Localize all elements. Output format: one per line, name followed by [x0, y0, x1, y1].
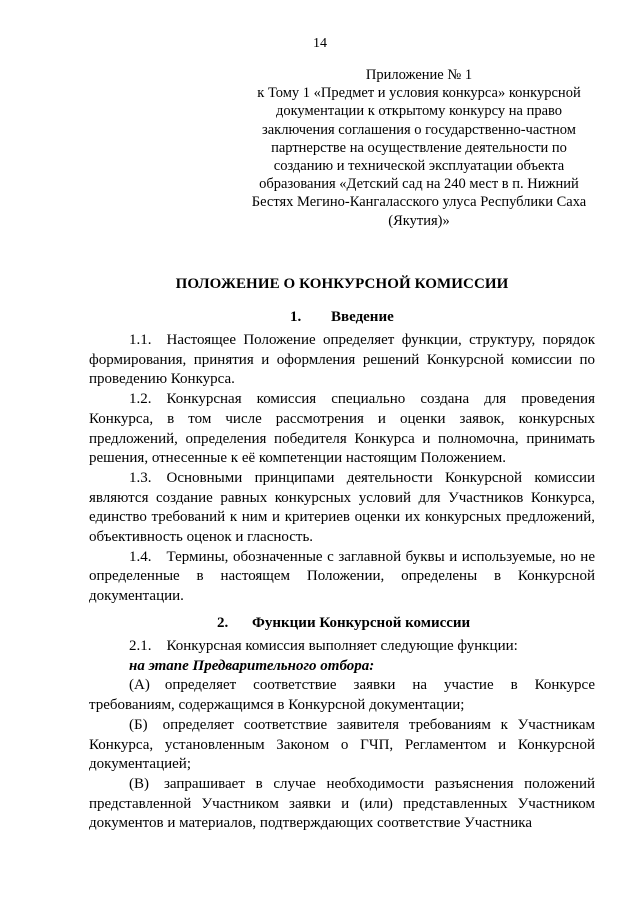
- paragraph: 1.1. Настоящее Положение определяет функции, структуру, порядок формирования, принятия и оформления решений Конкурсной комиссии по проведению Конкурса.: [89, 332, 595, 388]
- appendix-line: образования «Детский сад на 240 мест в п. Нижний: [259, 176, 579, 193]
- section-introduction-body: [89, 331, 595, 607]
- appendix-note: [236, 66, 602, 230]
- list-item: (А) определяет соответствие заявки на участие в Конкурсе требованиям, содержащимся в Конкурсной документации;: [89, 677, 595, 714]
- stage-label: на этапе Предварительного отбора:: [129, 657, 375, 674]
- paragraph: 1.3. Основными принципами деятельности Конкурсной комиссии являются создание равных конкурсных условий для Участников Конкурса, единство требований к ним и критериев оценки их конкурсных предложений, объективность оценок и гласность.: [89, 469, 595, 546]
- appendix-line: к Тому 1 «Предмет и условия конкурса» конкурсной: [257, 85, 581, 102]
- list-item: (Б) определяет соответствие заявителя требованиям к Участникам Конкурса, установленным Законом о ГЧП, Регламентом и Конкурсной документацией;: [89, 716, 595, 773]
- appendix-line: документации к открытому конкурсу на право: [275, 103, 563, 120]
- paragraph: 2.1. Конкурсная комиссия выполняет следующие функции:: [129, 638, 518, 654]
- appendix-line: партнерстве на осуществление деятельности по: [271, 139, 567, 156]
- appendix-line: Бестях Мегино-Кангаласского улуса Республики Саха: [251, 194, 587, 211]
- paragraph: 1.4. Термины, обозначенные с заглавной буквы и используемые, но не определенные в настоящем Положении, определены в Конкурсной документации.: [89, 548, 595, 605]
- page-number: 14: [313, 36, 327, 51]
- section-title: Введение: [331, 309, 394, 325]
- section-number: 2.: [217, 615, 229, 631]
- appendix-line: созданию и технической эксплуатации объекта: [273, 158, 565, 175]
- appendix-line: (Якутия)»: [388, 212, 450, 229]
- section-title: Функции Конкурсной комиссии: [252, 615, 471, 631]
- appendix-line: заключения соглашения о государственно-частном: [262, 121, 576, 138]
- list-item: (В) запрашивает в случае необходимости разъяснения положений представленной Участником заявки и (или) представленных Участником документов и материалов, подтверждающих соответствие Участника: [89, 775, 595, 832]
- section-number: 1.: [290, 309, 302, 325]
- document-title: ПОЛОЖЕНИЕ О КОНКУРСНОЙ КОМИССИИ: [175, 276, 509, 292]
- section-functions-body: [89, 637, 595, 834]
- paragraph: 1.2. Конкурсная комиссия специально создана для проведения Конкурса, в том числе рассмотрения и оценки заявок, конкурсных предложений, определения победителя Конкурса и полномочна, принимать решения, отнесенные к её компетенции настоящим Положением.: [89, 391, 595, 467]
- appendix-line: Приложение № 1: [365, 67, 473, 83]
